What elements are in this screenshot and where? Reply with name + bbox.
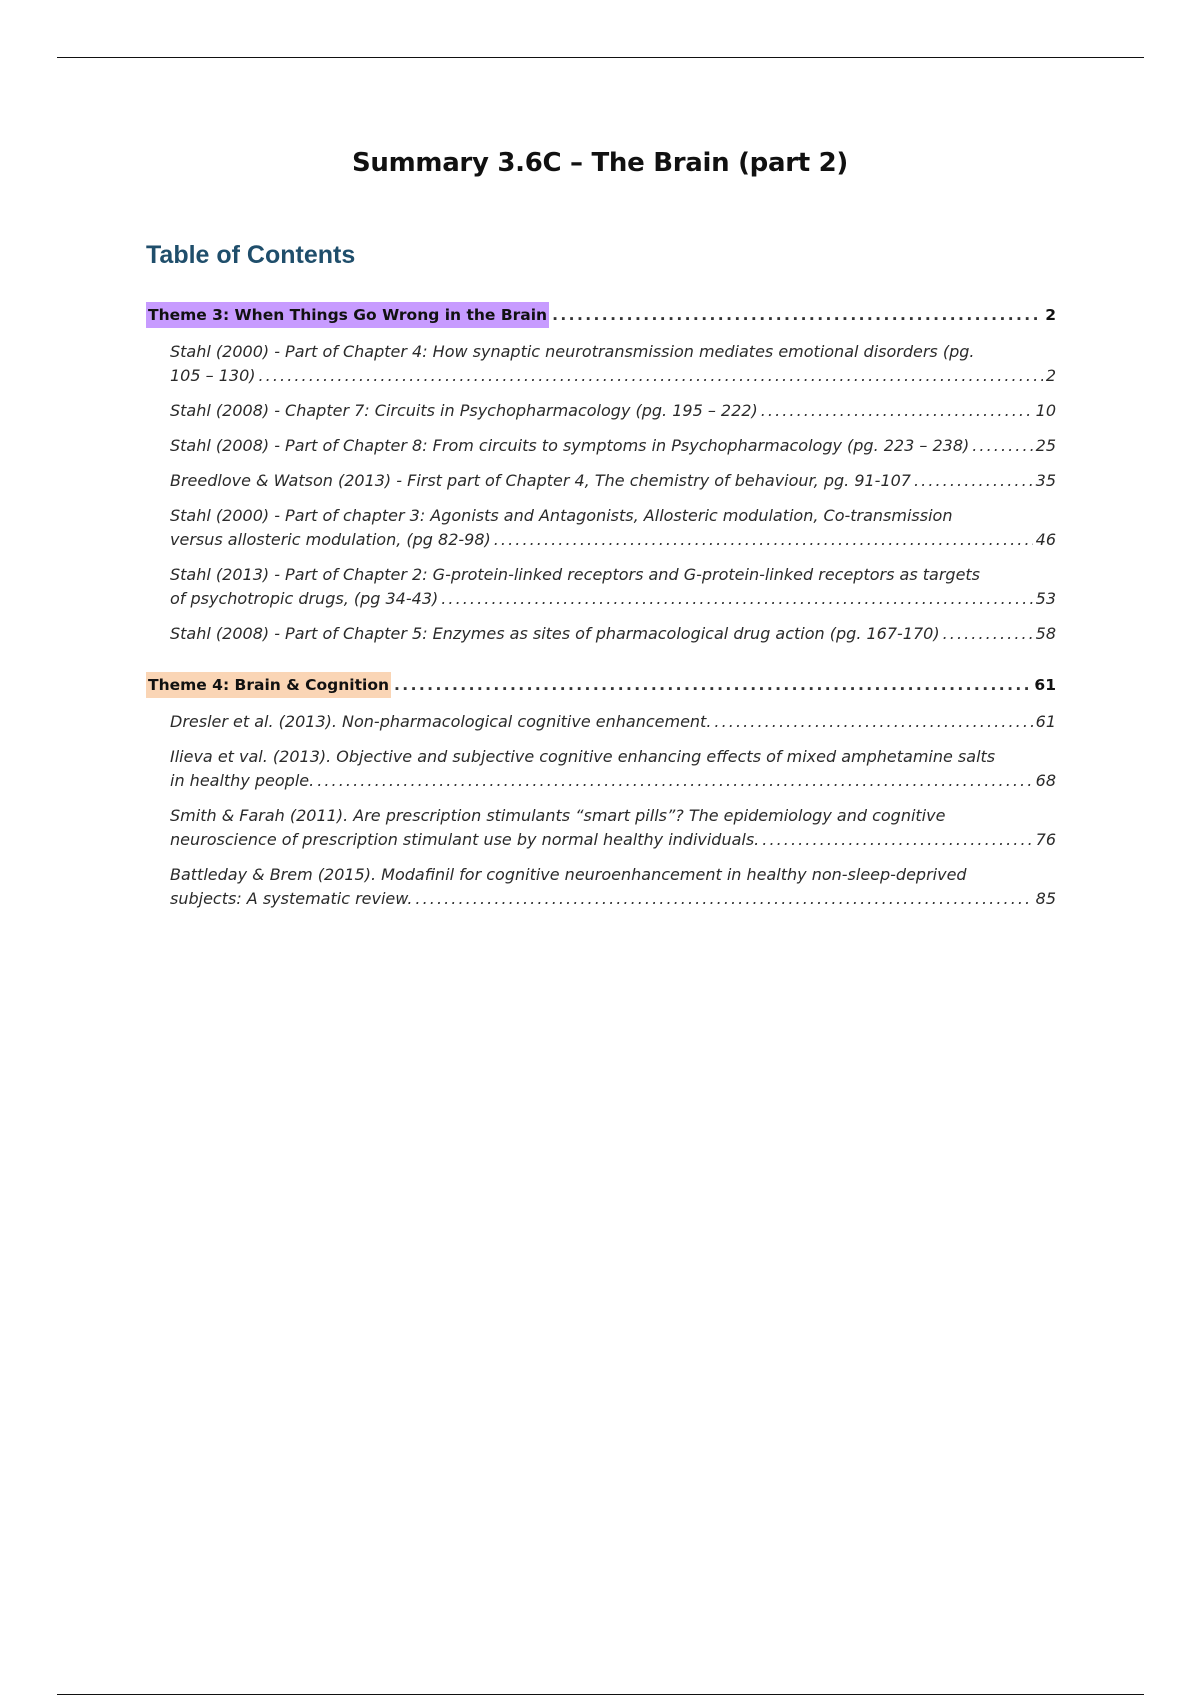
dot-leader	[317, 769, 1032, 793]
dot-leader	[714, 710, 1032, 734]
toc-page-number: 35	[1035, 471, 1056, 490]
dot-leader	[394, 673, 1031, 697]
dot-leader	[441, 587, 1032, 611]
toc-item-line: Ilieva et val. (2013). Objective and subjective cognitive enhancing effects of mixed amphetamine salts	[170, 747, 996, 766]
toc-page-number: 10	[1035, 401, 1056, 420]
toc-item-line: Stahl (2013) - Part of Chapter 2: G-protein-linked receptors and G-protein-linked receptors as targets	[170, 565, 981, 584]
toc-page-number: 58	[1035, 624, 1056, 643]
toc-item-line: Stahl (2000) - Part of Chapter 4: How synaptic neurotransmission mediates emotional disorders (pg.	[170, 342, 975, 361]
dot-leader	[762, 828, 1032, 852]
dot-leader	[415, 887, 1032, 911]
toc-item-label: Stahl (2008) - Chapter 7: Circuits in Psychopharmacology (pg. 195 – 222)	[170, 401, 758, 420]
dot-leader	[494, 528, 1033, 552]
toc-page-number: 25	[1035, 436, 1056, 455]
toc-item-label: of psychotropic drugs, (pg 34-43)	[170, 589, 439, 608]
toc-item-label: in healthy people.	[170, 771, 315, 790]
toc-item-label: Stahl (2008) - Part of Chapter 8: From circuits to symptoms in Psychopharmacology (pg. 223 – 238)	[170, 436, 970, 455]
toc-theme-3[interactable]	[146, 302, 1056, 328]
toc-item-line: Stahl (2000) - Part of chapter 3: Agonists and Antagonists, Allosteric modulation, Co-transmission	[170, 506, 953, 525]
toc-item[interactable]	[146, 710, 1056, 734]
toc-item-label: Dresler et al. (2013). Non-pharmacological cognitive enhancement.	[170, 712, 712, 731]
toc-item[interactable]	[146, 804, 1056, 852]
toc-item[interactable]	[146, 563, 1056, 611]
dot-leader	[761, 399, 1033, 423]
toc-item[interactable]	[146, 469, 1056, 493]
toc-page-number: 46	[1035, 530, 1056, 549]
table-of-contents	[146, 302, 1056, 911]
toc-item-label: 105 – 130)	[170, 366, 256, 385]
toc-page-number: 53	[1035, 589, 1056, 608]
toc-item-label: Breedlove & Watson (2013) - First part of Chapter 4, The chemistry of behaviour, pg. 91-107	[170, 471, 911, 490]
document-title: Summary 3.6C – The Brain (part 2)	[351, 148, 849, 178]
toc-item[interactable]	[146, 504, 1056, 552]
toc-page-number: 85	[1035, 889, 1056, 908]
header-rule	[57, 57, 1144, 58]
toc-item-label: neuroscience of prescription stimulant use by normal healthy individuals.	[170, 830, 760, 849]
toc-page-number: 61	[1034, 676, 1056, 694]
toc-page-number: 76	[1035, 830, 1056, 849]
toc-theme-4[interactable]	[146, 672, 1056, 698]
dot-leader	[914, 469, 1033, 493]
dot-leader	[972, 434, 1032, 458]
toc-page-number: 2	[1045, 366, 1056, 385]
dot-leader	[943, 622, 1033, 646]
toc-item[interactable]	[146, 622, 1056, 646]
toc-item-label: versus allosteric modulation, (pg 82-98)	[170, 530, 491, 549]
toc-item[interactable]	[146, 399, 1056, 423]
toc-theme-label: Theme 3: When Things Go Wrong in the Brain	[146, 302, 549, 328]
toc-item[interactable]	[146, 340, 1056, 388]
toc-page-number: 68	[1035, 771, 1056, 790]
footer-rule	[57, 1694, 1144, 1695]
toc-page-number: 2	[1045, 306, 1056, 324]
toc-item[interactable]	[146, 863, 1056, 911]
toc-item[interactable]	[146, 434, 1056, 458]
dot-leader	[259, 364, 1043, 388]
toc-item-label: Stahl (2008) - Part of Chapter 5: Enzymes as sites of pharmacological drug action (pg. 167-170)	[170, 624, 940, 643]
toc-item-line: Smith & Farah (2011). Are prescription stimulants “smart pills”? The epidemiology and cognitive	[170, 806, 946, 825]
toc-item-label: subjects: A systematic review.	[170, 889, 413, 908]
dot-leader	[552, 303, 1042, 327]
toc-item[interactable]	[146, 745, 1056, 793]
toc-theme-label: Theme 4: Brain & Cognition	[146, 672, 391, 698]
toc-item-line: Battleday & Brem (2015). Modafinil for cognitive neuroenhancement in healthy non-sleep-deprived	[170, 865, 967, 884]
toc-page-number: 61	[1035, 712, 1056, 731]
toc-heading: Table of Contents	[146, 241, 356, 269]
